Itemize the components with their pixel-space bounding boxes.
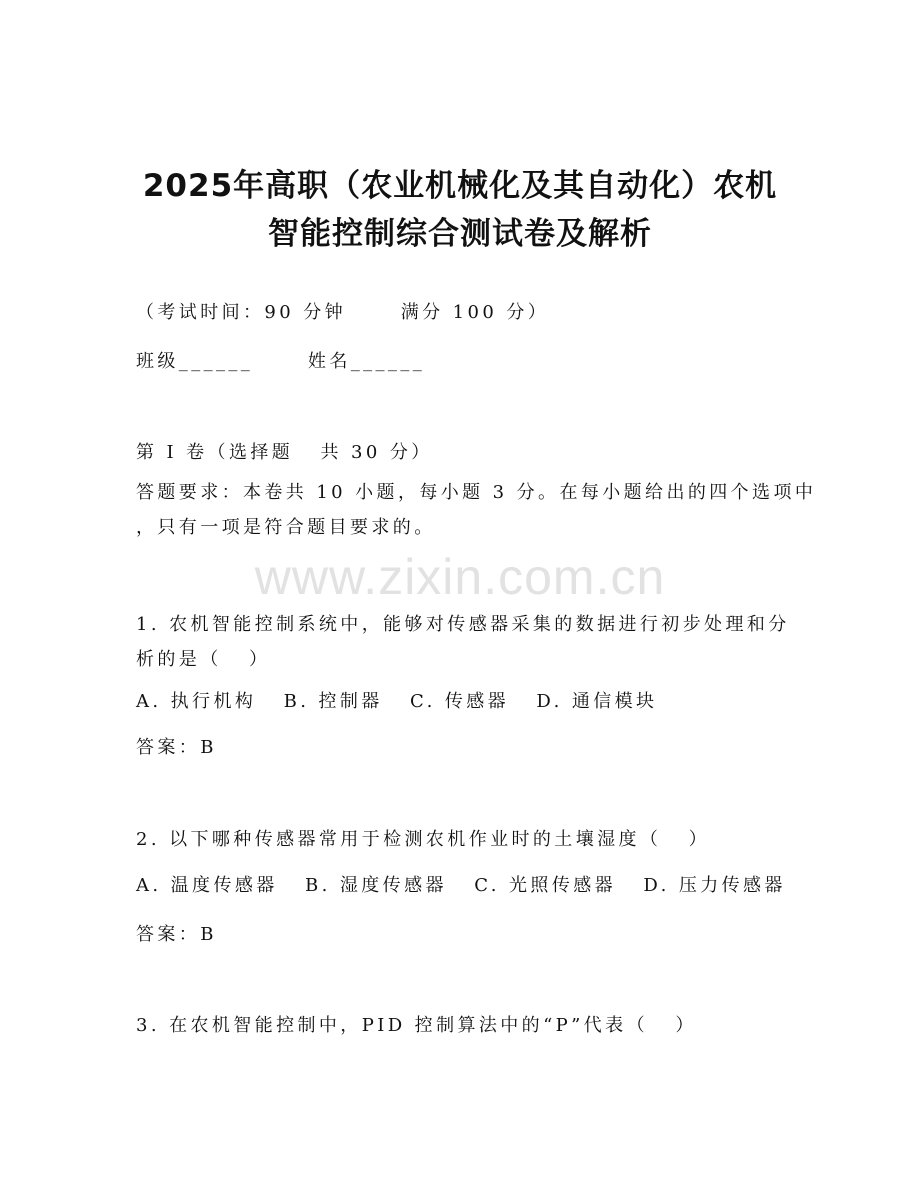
question-2-options: A. 温度传感器 B. 湿度传感器 C. 光照传感器 D. 压力传感器 — [136, 875, 786, 896]
exam-info: （考试时间：90 分钟 满分 100 分） — [136, 302, 550, 323]
question-1-stem: 1. 农机智能控制系统中，能够对传感器采集的数据进行初步处理和分 — [136, 614, 790, 635]
instructions-line1: 答题要求：本卷共 10 小题，每小题 3 分。在每小题给出的四个选项中 — [136, 482, 817, 503]
section-title: 第 I 卷（选择题 共 30 分） — [136, 442, 433, 463]
question-2-stem: 2. 以下哪种传感器常用于检测农机作业时的土壤湿度（ ） — [136, 829, 711, 850]
question-1-stem-cont: 析的是（ ） — [136, 649, 271, 670]
question-3-stem: 3. 在农机智能控制中，PID 控制算法中的“P”代表（ ） — [136, 1015, 697, 1036]
question-2-answer: 答案：B — [136, 924, 217, 945]
document-title-line1: 2025年高职（农业机械化及其自动化）农机 — [142, 168, 778, 204]
document-title-line2: 智能控制综合测试卷及解析 — [268, 216, 652, 252]
instructions-line2: ，只有一项是符合题目要求的。 — [136, 517, 436, 538]
question-1-answer: 答案：B — [136, 737, 217, 758]
question-1-options: A. 执行机构 B. 控制器 C. 传感器 D. 通信模块 — [136, 691, 658, 712]
watermark: www.zixin.com.cn — [254, 549, 666, 605]
student-fields: 班级______ 姓名______ — [136, 351, 426, 372]
